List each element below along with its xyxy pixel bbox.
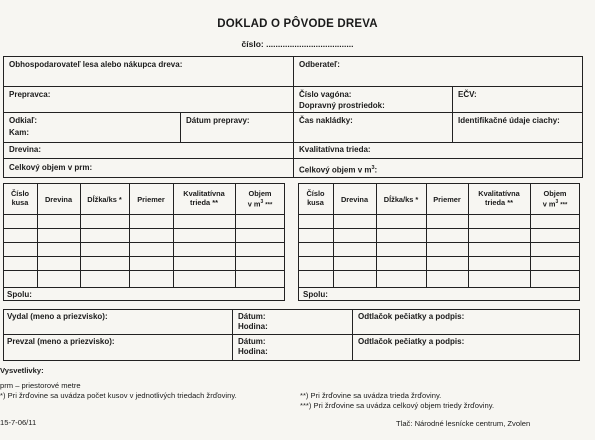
- col-header-volume: Objem v $m^3$ ***: [542, 189, 568, 209]
- col-header-wood: Drevina: [44, 195, 73, 204]
- wood-field[interactable]: Drevina:: [9, 145, 42, 154]
- document-title: DOKLAD O PÔVODE DREVA: [217, 18, 378, 30]
- received-date-field[interactable]: Dátum:: [238, 337, 266, 346]
- customer-field[interactable]: Odberateľ:: [299, 60, 340, 69]
- issued-date-field[interactable]: Dátum:: [238, 312, 266, 321]
- col-header-piece-number: Číslo kusa: [10, 189, 30, 207]
- issued-hour-field[interactable]: Hodina:: [238, 322, 268, 331]
- col-header-length: Dĺžka/ks *: [87, 195, 122, 204]
- col-header-volume: Objem v $m^3$ ***: [247, 189, 273, 209]
- to-field[interactable]: Kam:: [9, 128, 30, 137]
- supplier-field[interactable]: Obhospodarovateľ lesa alebo nákupca dreva:: [9, 60, 183, 69]
- col-header-diameter: Priemer: [137, 195, 165, 204]
- issued-stamp-field[interactable]: Odtlačok pečiatky a podpis:: [358, 312, 465, 321]
- from-field[interactable]: Odkiaľ:: [9, 116, 37, 125]
- quality-class-field[interactable]: Kvalitatívna trieda:: [299, 145, 371, 154]
- form-code: 15-7-06/11: [0, 418, 37, 427]
- document-number-field[interactable]: číslo: .....................................: [241, 39, 354, 49]
- col-header-diameter: Priemer: [433, 195, 461, 204]
- identification-field[interactable]: Identifikačné údaje ciachy:: [458, 116, 560, 125]
- col-header-length: Dĺžka/ks *: [383, 195, 419, 204]
- total-volume-m3-field[interactable]: Celkový objem v $m^3$:: [299, 165, 378, 175]
- wagon-number-field[interactable]: Číslo vagóna:: [299, 90, 352, 99]
- total-label-left: Spolu:: [7, 290, 32, 299]
- col-header-quality: Kvalitatívna trieda **: [478, 189, 520, 207]
- printer-credit: Tlač: Národné lesnícke centrum, Zvolen: [396, 419, 531, 428]
- issued-by-field[interactable]: Vydal (meno a priezvisko):: [7, 312, 108, 321]
- col-header-quality: Kvalitatívna trieda **: [183, 189, 225, 207]
- received-by-field[interactable]: Prevzal (meno a priezvisko):: [7, 337, 115, 346]
- col-header-wood: Drevina: [340, 195, 369, 204]
- note-prm: prm – priestorové metre: [0, 381, 81, 390]
- total-label-right: Spolu:: [303, 290, 328, 299]
- received-hour-field[interactable]: Hodina:: [238, 347, 268, 356]
- total-volume-prm-field[interactable]: Celkový objem v prm:: [9, 163, 93, 172]
- carrier-field[interactable]: Prepravca:: [9, 90, 51, 99]
- transport-means-field[interactable]: Dopravný prostriedok:: [299, 101, 385, 110]
- transport-date-field[interactable]: Dátum prepravy:: [186, 116, 250, 125]
- note-star1: *) Pri žrďovine sa uvádza počet kusov v jednotlivých triedach žrďoviny.: [0, 391, 237, 400]
- notes-heading: Vysvetlivky:: [0, 366, 44, 375]
- ecv-field[interactable]: EČV:: [458, 90, 477, 99]
- col-header-piece-number: Číslo kusa: [306, 189, 325, 207]
- note-star2: **) Pri žrďovine sa uvádza trieda žrďoviny.: [300, 391, 442, 400]
- note-star3: ***) Pri žrďovine sa uvádza celkový objem triedy žrďoviny.: [300, 401, 495, 410]
- loading-time-field[interactable]: Čas nakládky:: [299, 116, 353, 125]
- received-stamp-field[interactable]: Odtlačok pečiatky a podpis:: [358, 337, 465, 346]
